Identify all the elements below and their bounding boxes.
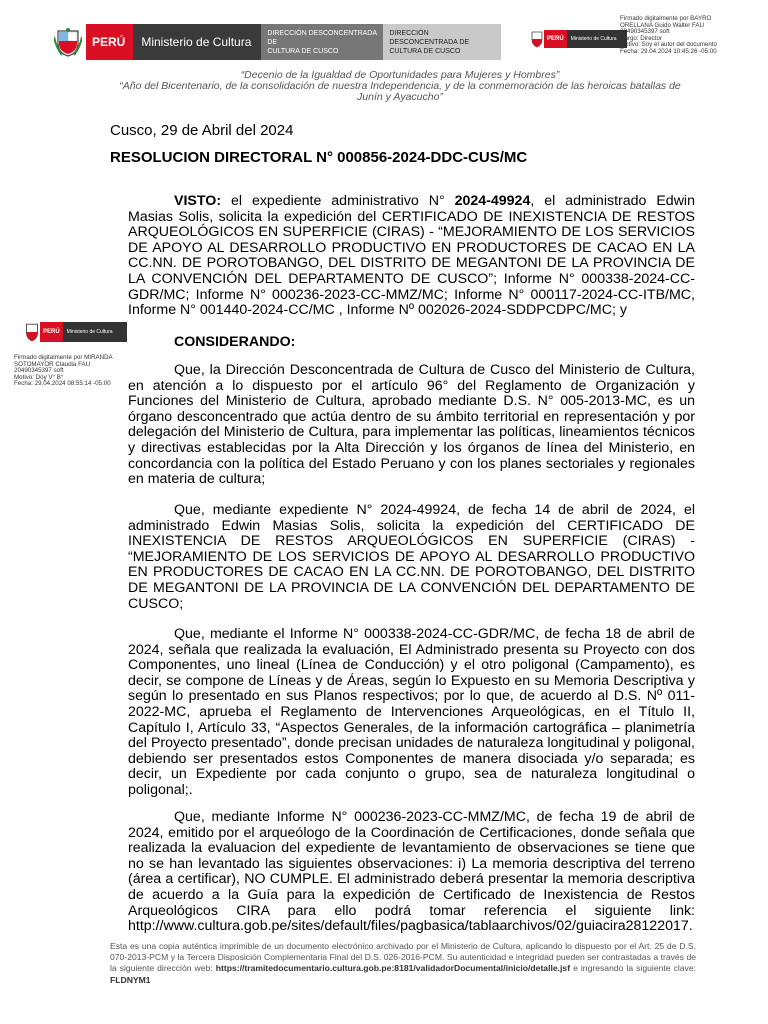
digital-signature-top: Firmado digitalmente por BAYRO ORELLANA Guido Walter FAU 20490345397 soft Cargo: Director Motivo: Soy el autor del documento Fecha: 29.04.2024 10:45:26 -05:00 — [620, 15, 717, 55]
validation-key: FLDNYM1 — [110, 974, 151, 985]
visto-text-b: , el administrado Edwin Masias Solis, solicita la expedición del CERTIFICADO DE INEXISTENCIA DE RESTOS ARQUEOLÓGICOS EN SUPERFICIE (CIRAS) - “MEJORAMIENTO DE LOS SERVICIOS DE APOYO AL DESARROLLO PRODUCTIVO EN PRODUCTORES DE CACAO EN LA CC.NN. DE POROTOBANGO, DEL DISTRITO DE MEGANTONI DE LA PROVINCIA DE LA CONVENCIÓN DEL DEPARTAMENTO DE CUSCO”; Informe N° 000338-2024-CC-GDR/MC; Informe N° 000236-2023-CC-MMZ/MC; Informe N° 000117-2024-CC-ITB/MC, Informe N° 001440-2024-CC/MC , Informe Nº 002026-2024-SDDPCDPC/MC; y — [128, 193, 695, 319]
ministry-badge — [567, 30, 627, 48]
validation-url-link[interactable]: https://tramitedocumentario.cultura.gob.pe:8181/validadorDocumental/inicio/detalle.jsf — [215, 963, 571, 974]
department-line-1: DIRECCIÓN DESCONCENTRADA DE — [267, 29, 377, 46]
document-date: Cusco, 29 de Abril del 2024 — [110, 122, 294, 139]
authenticity-footer — [110, 941, 696, 986]
ministry-logo-header — [54, 24, 501, 60]
ministry-label: Ministerio de Cultura — [66, 329, 113, 335]
ministry-label: Ministerio de Cultura — [570, 36, 617, 42]
slogan-line-3: Junín y Ayacucho” — [357, 91, 443, 103]
slogan-line-1: “Decenio de la Igualdad de Oportunidades para Mujeres y Hombres” — [240, 69, 560, 81]
considerando-heading: CONSIDERANDO: — [174, 334, 296, 350]
ministry-badge — [133, 24, 261, 60]
ministry-badge — [63, 322, 127, 342]
paragraph-2: Que, mediante expediente N° 2024-49924, de fecha 14 de abril de 2024, el administrado Edwin Masias Solis, solicita la expedición del CERTIFICADO DE INEXISTENCIA DE RESTOS ARQUEOLÓGICOS EN SUPERFICIE (CIRAS) - “MEJORAMIENTO DE LOS SERVICIOS DE APOYO AL DESARROLLO PRODUCTIVO EN PRODUCTORES DE CACAO EN LA CC.NN. DE POROTOBANGO, DEL DISTRITO DE MEGANTONI DE LA PROVINCIA DE LA CONVENCIÓN DEL DEPARTAMENTO DE CUSCO; — [128, 502, 695, 612]
department2-line-1: DIRECCIÓN DESCONCENTRADA DE — [389, 29, 470, 46]
visto-text-a: el expediente administrativo N° — [221, 193, 455, 209]
peru-coat-of-arms-icon — [54, 27, 82, 57]
ministry-label: Ministerio de Cultura — [141, 35, 252, 49]
paragraph-4: Que, mediante Informe N° 000236-2023-CC-MMZ/MC, de fecha 19 de abril de 2024, emitido por el arqueólogo de la Coordinación de Certificaciones, donde señala que realizada la evaluacion del expediente de levantamiento de observaciones se tiene que no se han levantado las siguientes observaciones: i) La memoria descriptiva del terreno (área a certificar), NO CUMPLE. El administrado deberá presentar la memoria descriptiva de acuerdo a la Guía para la expedición de Certificado de Inexistencia de Restos Arqueológicos CIRA para ello podrá tomar referencia el siguiente link: http://www.cultura.gob.pe/sites/default/files/pagbasica/tablaarchivos/02/guiacira28122017. — [128, 809, 695, 935]
visto-paragraph — [128, 194, 695, 319]
paragraph-3: Que, mediante el Informe N° 000338-2024-CC-GDR/MC, de fecha 18 de abril de 2024, señala que realizada la evaluación, El Administrado presenta su Proyecto con dos Componentes, uno lineal (Línea de Conducción) y el otro poligonal (Campamento), es decir, se compone de Líneas y de Áreas, según lo Expuesto en su Memoria Descriptiva y según lo presentado en sus Planos respectivos; por lo que, de acuerdo al D.S. Nº 011-2022-MC, aprueba el Reglamento de Intervenciones Arqueológicas, en el Título II, Capítulo I, Artículo 33, “Aspectos Generales, de la información cartográfica – planimetría del Proyecto presentado”, donde precisan unidades de naturaleza longitudinal y poligonal, debiendo ser presentados estos Componentes de manera disociada y/o separada; es decir, un Expediente por cada conjunto o grupo, sea de naturaleza longitudinal o poligonal;. — [128, 626, 695, 798]
slogan-line-2: “Año del Bicentenario, de la consolidación de nuestra Independencia, y de la conmemoración de las heroicas batallas de — [119, 80, 681, 92]
footer-text: Esta es una copia auténtica imprimible de un documento electrónico archivado por el Ministerio de Cultura, aplicando lo dispuesto por el Art. 25 de D.S. 070-2013-PCM y la Tercera Disposición Complementaria Final del D.S. 026-2016-PCM. Su autenticidad e integridad pueden ser contrastadas a través de la siguiente dirección web: — [110, 941, 696, 974]
signature-logo-top — [530, 30, 627, 48]
peru-label: PERÚ — [547, 36, 564, 42]
visto-label: VISTO: — [174, 193, 222, 209]
department2-line-2: CULTURA DE CUSCO — [389, 47, 461, 55]
peru-label: PERÚ — [92, 35, 126, 49]
footer-key-label: e ingresando la siguiente clave: — [570, 963, 697, 974]
peru-coat-of-arms-icon — [24, 322, 40, 342]
peru-badge — [40, 322, 63, 342]
resolution-title: RESOLUCION DIRECTORAL N° 000856-2024-DDC-CUS/MC — [110, 149, 528, 166]
peru-coat-of-arms-icon — [530, 30, 544, 48]
signature-logo-left — [24, 322, 127, 342]
department-badge — [261, 24, 383, 60]
department-badge-secondary — [383, 24, 501, 60]
paragraph-1: Que, la Dirección Desconcentrada de Cultura de Cusco del Ministerio de Cultura, en atención a lo dispuesto por el artículo 96° del Reglamento de Organización y Funciones del Ministerio de Cultura, aprobado mediante D.S. N° 005-2013-MC, es un órgano desconcentrado que actúa dentro de su ámbito territorial en representación y por delegación del Ministerio de Cultura, para implementar las políticas, lineamientos técnicos y directivas establecidas por la Alta Dirección y los órganos de línea del Ministerio, en concordancia con la política del Estado Peruano y con los planes sectoriales y regionales en materia de cultura; — [128, 362, 695, 488]
digital-signature-left: Firmado digitalmente por MIRANDA SOTOMAYOR Claudia FAU 20490345397 soft Motivo: Doy V° B° Fecha: 29.04.2024 08:55:14 -05:00 — [14, 354, 113, 388]
peru-badge — [544, 30, 567, 48]
visto-expediente: 2024-49924 — [454, 193, 531, 209]
peru-label: PERÚ — [43, 329, 60, 335]
peru-badge — [86, 24, 133, 60]
department-line-2: CULTURA DE CUSCO — [267, 47, 339, 55]
